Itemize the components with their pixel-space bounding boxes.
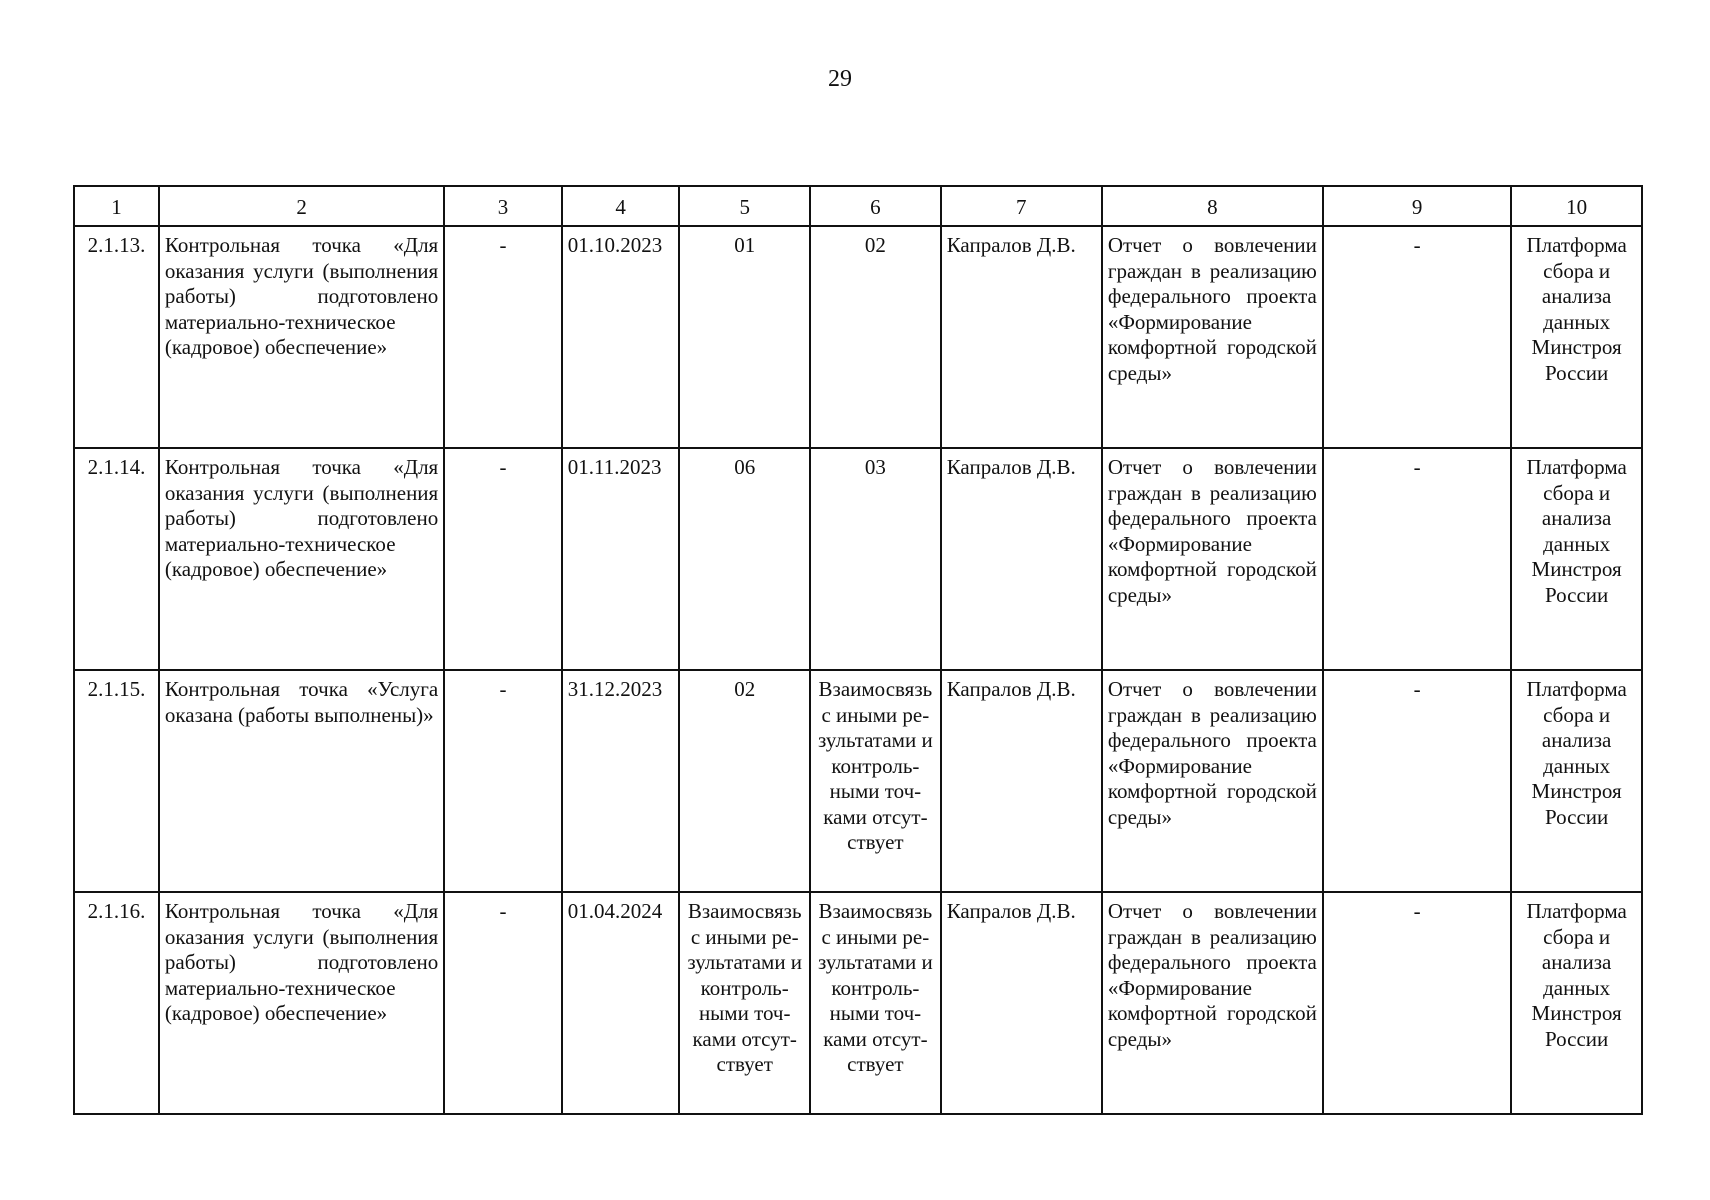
- column-header: 4: [562, 186, 680, 226]
- date-cell: 01.04.2024: [562, 892, 680, 1114]
- cell-col6: 03: [810, 448, 941, 670]
- column-header: 10: [1511, 186, 1642, 226]
- column-header: 7: [941, 186, 1102, 226]
- document-cell: Отчет о вовлечении граждан в реализацию федерального проекта «Формирование комфортной городской среды»: [1102, 448, 1323, 670]
- date-cell: 31.12.2023: [562, 670, 680, 892]
- control-point-name: Контрольная точка «Для оказания услуги (выполнения работы) подготовлено материально-техническое (кадровое) обеспечение»: [159, 892, 444, 1114]
- table-row: [74, 448, 1642, 670]
- responsible-cell: Капралов Д.В.: [941, 448, 1102, 670]
- table-row: [74, 670, 1642, 892]
- row-number: 2.1.14.: [74, 448, 159, 670]
- row-number: 2.1.15.: [74, 670, 159, 892]
- cell-col3: -: [444, 448, 562, 670]
- system-cell: Платформа сбора и анализа данных Минстроя России: [1511, 670, 1642, 892]
- responsible-cell: Капралов Д.В.: [941, 892, 1102, 1114]
- document-cell: Отчет о вовлечении граждан в реализацию федерального проекта «Формирование комфортной городской среды»: [1102, 892, 1323, 1114]
- column-header: 6: [810, 186, 941, 226]
- cell-col6: 02: [810, 226, 941, 448]
- cell-col3: -: [444, 670, 562, 892]
- responsible-cell: Капралов Д.В.: [941, 670, 1102, 892]
- document-cell: Отчет о вовлечении граждан в реализацию федерального проекта «Формирование комфортной городской среды»: [1102, 226, 1323, 448]
- column-header: 1: [74, 186, 159, 226]
- cell-col5: 06: [679, 448, 810, 670]
- system-cell: Платформа сбора и анализа данных Минстроя России: [1511, 892, 1642, 1114]
- cell-col5: 02: [679, 670, 810, 892]
- page-number: 29: [828, 66, 852, 92]
- column-header: 5: [679, 186, 810, 226]
- cell-col3: -: [444, 226, 562, 448]
- table-header-row: [74, 186, 1642, 226]
- control-points-table: [73, 185, 1643, 1115]
- column-header: 8: [1102, 186, 1323, 226]
- responsible-cell: Капралов Д.В.: [941, 226, 1102, 448]
- control-point-name: Контрольная точка «Для оказания услуги (выполнения работы) подготовлено материально-техническое (кадровое) обеспечение»: [159, 448, 444, 670]
- cell-col6: Взаимосвязь с иными результатами и контрольными точками отсутствует: [810, 892, 941, 1114]
- cell-col9: -: [1323, 226, 1511, 448]
- column-header: 3: [444, 186, 562, 226]
- table-row: [74, 892, 1642, 1114]
- system-cell: Платформа сбора и анализа данных Минстроя России: [1511, 448, 1642, 670]
- cell-col9: -: [1323, 670, 1511, 892]
- column-header: 9: [1323, 186, 1511, 226]
- control-point-name: Контрольная точка «Услуга оказана (работы выполнены)»: [159, 670, 444, 892]
- row-number: 2.1.13.: [74, 226, 159, 448]
- column-header: 2: [159, 186, 444, 226]
- cell-col9: -: [1323, 448, 1511, 670]
- cell-col9: -: [1323, 892, 1511, 1114]
- document-cell: Отчет о вовлечении граждан в реализацию федерального проекта «Формирование комфортной городской среды»: [1102, 670, 1323, 892]
- cell-col5: Взаимосвязь с иными результатами и контрольными точками отсутствует: [679, 892, 810, 1114]
- row-number: 2.1.16.: [74, 892, 159, 1114]
- system-cell: Платформа сбора и анализа данных Минстроя России: [1511, 226, 1642, 448]
- date-cell: 01.10.2023: [562, 226, 680, 448]
- cell-col5: 01: [679, 226, 810, 448]
- cell-col3: -: [444, 892, 562, 1114]
- cell-col6: Взаимосвязь с иными результатами и контрольными точками отсутствует: [810, 670, 941, 892]
- control-point-name: Контрольная точка «Для оказания услуги (выполнения работы) подготовлено материально-техническое (кадровое) обеспечение»: [159, 226, 444, 448]
- table-row: [74, 226, 1642, 448]
- date-cell: 01.11.2023: [562, 448, 680, 670]
